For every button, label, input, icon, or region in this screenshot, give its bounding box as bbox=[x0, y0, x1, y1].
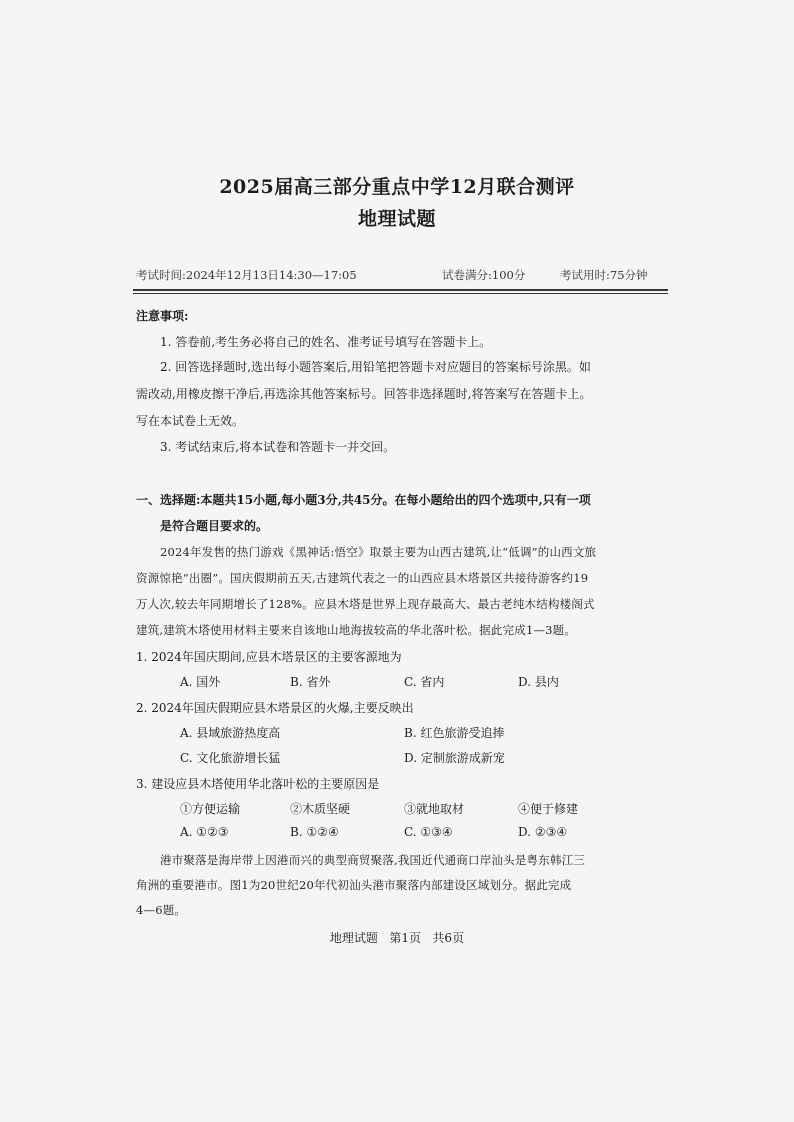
section-heading-line-1: 一、选择题:本题共15小题,每小题3分,共45分。在每小题给出的四个选项中,只有一项 bbox=[136, 493, 591, 507]
q3-item-1: ①方便运输 bbox=[180, 802, 241, 816]
notice-item-1: 1. 答卷前,考生务必将自己的姓名、准考证号填写在答题卡上。 bbox=[160, 335, 492, 349]
section-heading-line-2: 是符合题目要求的。 bbox=[160, 519, 269, 533]
exam-time: 考试时间:2024年12月13日14:30—17:05 bbox=[136, 268, 357, 282]
page-title: 2025届高三部分重点中学12月联合测评 bbox=[219, 176, 575, 198]
notice-item-2-line-2: 需改动,用橡皮擦干净后,再选涂其他答案标号。回答非选择题时,将答案写在答题卡上。 bbox=[136, 387, 592, 401]
passage1-line-4: 建筑,建筑木塔使用材料主要来自该地山地海拔较高的华北落叶松。据此完成1—3题。 bbox=[136, 623, 577, 637]
q1-option-c: C. 省内 bbox=[404, 675, 445, 689]
q3-option-c: C. ①③④ bbox=[404, 825, 453, 839]
q3-option-b: B. ①②④ bbox=[290, 825, 339, 839]
page-footer: 地理试题 第1页 共6页 bbox=[329, 931, 465, 945]
passage1-line-1: 2024年发售的热门游戏《黑神话:悟空》取景主要为山西古建筑,让“低调”的山西文旅 bbox=[160, 545, 597, 559]
page-subtitle: 地理试题 bbox=[357, 208, 436, 230]
full-score: 试卷满分:100分 bbox=[442, 268, 526, 282]
passage1-line-2: 资源惊艳“出圈”。国庆假期前五天,古建筑代表之一的山西应县木塔景区共接待游客约19 bbox=[136, 571, 589, 585]
header-rule-bottom bbox=[133, 293, 668, 294]
passage1-line-3: 万人次,较去年同期增长了128%。应县木塔是世界上现存最高大、最古老纯木结构楼阁式 bbox=[136, 597, 595, 611]
q3-option-a: A. ①②③ bbox=[180, 825, 229, 839]
q1-option-a: A. 国外 bbox=[180, 675, 221, 689]
q2-option-b: B. 红色旅游受追捧 bbox=[404, 726, 505, 740]
q2-option-c: C. 文化旅游增长猛 bbox=[180, 751, 281, 765]
passage2-line-1: 港市聚落是海岸带上因港而兴的典型商贸聚落,我国近代通商口岸汕头是粤东韩江三 bbox=[160, 853, 586, 867]
q3-item-4: ④便于修建 bbox=[518, 802, 579, 816]
q3-item-3: ③就地取材 bbox=[404, 802, 465, 816]
notice-item-3: 3. 考试结束后,将本试卷和答题卡一并交回。 bbox=[160, 440, 396, 454]
q3-item-2: ②木质坚硬 bbox=[290, 802, 351, 816]
passage2-line-3: 4—6题。 bbox=[136, 903, 187, 917]
q2-option-d: D. 定制旅游成新宠 bbox=[404, 751, 505, 765]
header-rule-top bbox=[133, 289, 668, 291]
q3-option-d: D. ②③④ bbox=[518, 825, 568, 839]
notice-item-2-line-1: 2. 回答选择题时,选出每小题答案后,用铅笔把答题卡对应题目的答案标号涂黑。如 bbox=[160, 360, 591, 374]
q2-option-a: A. 县域旅游热度高 bbox=[180, 726, 281, 740]
passage2-line-2: 角洲的重要港市。图1为20世纪20年代初汕头港市聚落内部建设区域划分。据此完成 bbox=[136, 878, 572, 892]
q1-stem: 1. 2024年国庆期间,应县木塔景区的主要客源地为 bbox=[136, 650, 402, 664]
notice-item-2-line-3: 写在本试卷上无效。 bbox=[136, 414, 245, 428]
q1-option-b: B. 省外 bbox=[290, 675, 331, 689]
q3-stem: 3. 建设应县木塔使用华北落叶松的主要原因是 bbox=[136, 777, 380, 791]
notice-heading: 注意事项: bbox=[136, 309, 189, 323]
q2-stem: 2. 2024年国庆假期应县木塔景区的火爆,主要反映出 bbox=[136, 701, 414, 715]
q1-option-d: D. 县内 bbox=[518, 675, 559, 689]
exam-duration: 考试用时:75分钟 bbox=[560, 268, 648, 282]
